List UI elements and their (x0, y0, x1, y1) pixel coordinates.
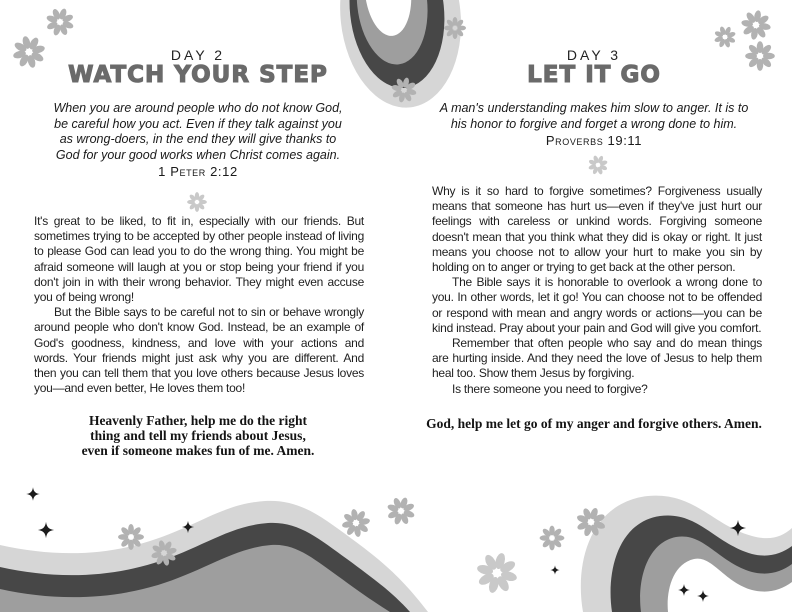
page-title: LET IT GO (527, 62, 661, 88)
scripture-line: When you are around people who do not know God, (53, 101, 343, 115)
devotional-body (34, 214, 364, 396)
day-label: DAY 2 (170, 47, 226, 63)
body-paragraph: But the Bible says to be careful not to sin or behave wrongly around people who don't know God. Instead, be an example of God's goodness, kindness, and love with your actions and words. Your friends might just ask why you are different. And then you can tell them that you love others because Jesus loves you—and even better, He loves them too! (34, 305, 364, 396)
body-paragraph: Remember that often people who say and do mean things are hurting inside. And they need the love of Jesus to help them heal too. Show them Jesus by forgiving. (432, 336, 762, 381)
scripture-line: his honor to forgive and forget a wrong done to him. (450, 116, 738, 131)
scripture-quote (414, 101, 774, 149)
prayer-text: God, help me let go of my anger and forgive others. Amen. (426, 416, 762, 431)
page-title: WATCH YOUR STEP (68, 62, 328, 88)
devotional-body (432, 184, 762, 397)
scripture-quote (18, 101, 378, 180)
prayer-line: thing and tell my friends about Jesus, (90, 428, 306, 443)
prayer-line: even if someone makes fun of me. Amen. (81, 443, 315, 458)
body-paragraph: Is there someone you need to forgive? (452, 381, 648, 396)
scripture-line: A man's understanding makes him slow to anger. It is to (439, 101, 749, 115)
body-paragraph: It's great to be liked, to fit in, especially with our friends. But sometimes trying to be accepted by other people instead of living to please God can lead you to do the wrong thing. You might be afraid someone will laugh at you or stop being your friend if you don't join in with their wrong behavior. They might even accuse you of being wrong! (34, 214, 364, 305)
scripture-reference: Proverbs 19:11 (545, 133, 643, 148)
body-paragraph: The Bible says it is honorable to overlook a wrong done to you. In other words, let it go! You can choose not to be offended or respond with mean and angry words or actions—you can be kind instead. Pray about your pain and God will give you comfort. (432, 275, 762, 335)
scripture-line: as wrong-doers, in the end they will give thanks to (59, 132, 337, 146)
prayer-line: Heavenly Father, help me do the right (88, 413, 308, 428)
scripture-line: be careful how you act. Even if they talk against you (54, 116, 342, 131)
day-label: DAY 3 (566, 47, 622, 63)
body-paragraph: Why is it so hard to forgive sometimes? Forgiveness usually means that someone has hurt us—even if they've just hurt our feelings with careless or unkind words. Forgiving someone doesn't mean that you think what they did is okay or right. It just means you choose not to allow your hurt to make you sin by holding on to anger or trying to get back at the other person. (432, 184, 762, 275)
scripture-line: God for your good works when Christ comes again. (55, 147, 341, 162)
prayer-text (0, 413, 396, 458)
right-page (396, 0, 792, 612)
scripture-reference: 1 Peter 2:12 (158, 164, 238, 179)
